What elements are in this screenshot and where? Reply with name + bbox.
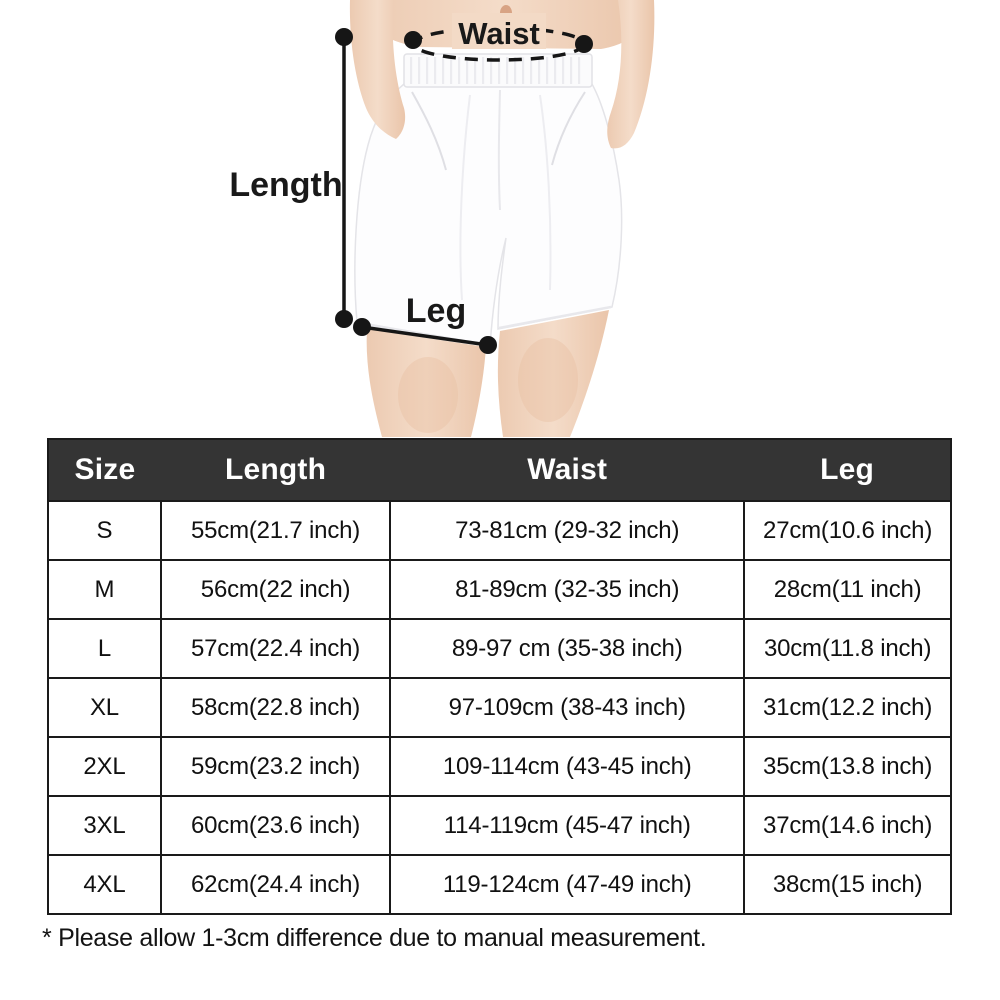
cell-size: XL <box>48 678 161 737</box>
cell-waist: 109-114cm (43-45 inch) <box>390 737 744 796</box>
table-row-4xl <box>48 855 951 914</box>
product-measurement-figure <box>0 0 1000 437</box>
waist-endpoint-dot-right <box>575 35 593 53</box>
cell-waist: 89-97 cm (35-38 inch) <box>390 619 744 678</box>
cell-size: 2XL <box>48 737 161 796</box>
measurement-disclaimer: * Please allow 1-3cm difference due to manual measurement. <box>42 924 707 952</box>
cell-leg: 30cm(11.8 inch) <box>744 619 951 678</box>
size-chart-table <box>47 438 952 915</box>
cell-size: L <box>48 619 161 678</box>
cell-leg: 38cm(15 inch) <box>744 855 951 914</box>
table-row-m <box>48 560 951 619</box>
column-header-size: Size <box>48 439 161 501</box>
cell-waist: 81-89cm (32-35 inch) <box>390 560 744 619</box>
waist-endpoint-dot-left <box>404 31 422 49</box>
cell-length: 56cm(22 inch) <box>161 560 390 619</box>
cell-length: 60cm(23.6 inch) <box>161 796 390 855</box>
length-annotation-label: Length <box>229 166 343 204</box>
waist-annotation-label: Waist <box>458 16 540 51</box>
length-endpoint-dot-top <box>335 28 353 46</box>
leg-annotation-label: Leg <box>405 292 467 330</box>
table-row-xl <box>48 678 951 737</box>
leg-endpoint-dot-right <box>479 336 497 354</box>
table-row-2xl <box>48 737 951 796</box>
cell-size: 4XL <box>48 855 161 914</box>
cell-size: S <box>48 501 161 560</box>
cell-length: 62cm(24.4 inch) <box>161 855 390 914</box>
table-row-3xl <box>48 796 951 855</box>
cell-length: 57cm(22.4 inch) <box>161 619 390 678</box>
column-header-waist: Waist <box>390 439 744 501</box>
cell-size: 3XL <box>48 796 161 855</box>
cell-leg: 28cm(11 inch) <box>744 560 951 619</box>
leg-endpoint-dot-left <box>353 318 371 336</box>
cell-waist: 97-109cm (38-43 inch) <box>390 678 744 737</box>
cell-waist: 114-119cm (45-47 inch) <box>390 796 744 855</box>
cell-waist: 73-81cm (29-32 inch) <box>390 501 744 560</box>
cell-leg: 27cm(10.6 inch) <box>744 501 951 560</box>
table-row-l <box>48 619 951 678</box>
table-row-s <box>48 501 951 560</box>
table-header-row <box>48 439 951 501</box>
cell-size: M <box>48 560 161 619</box>
cell-leg: 31cm(12.2 inch) <box>744 678 951 737</box>
cell-leg: 37cm(14.6 inch) <box>744 796 951 855</box>
cell-waist: 119-124cm (47-49 inch) <box>390 855 744 914</box>
length-endpoint-dot-bottom <box>335 310 353 328</box>
column-header-length: Length <box>161 439 390 501</box>
cell-length: 58cm(22.8 inch) <box>161 678 390 737</box>
cell-leg: 35cm(13.8 inch) <box>744 737 951 796</box>
shorts-model-illustration <box>0 0 1000 437</box>
cell-length: 59cm(23.2 inch) <box>161 737 390 796</box>
cell-length: 55cm(21.7 inch) <box>161 501 390 560</box>
length-annotation <box>229 28 353 328</box>
column-header-leg: Leg <box>744 439 951 501</box>
